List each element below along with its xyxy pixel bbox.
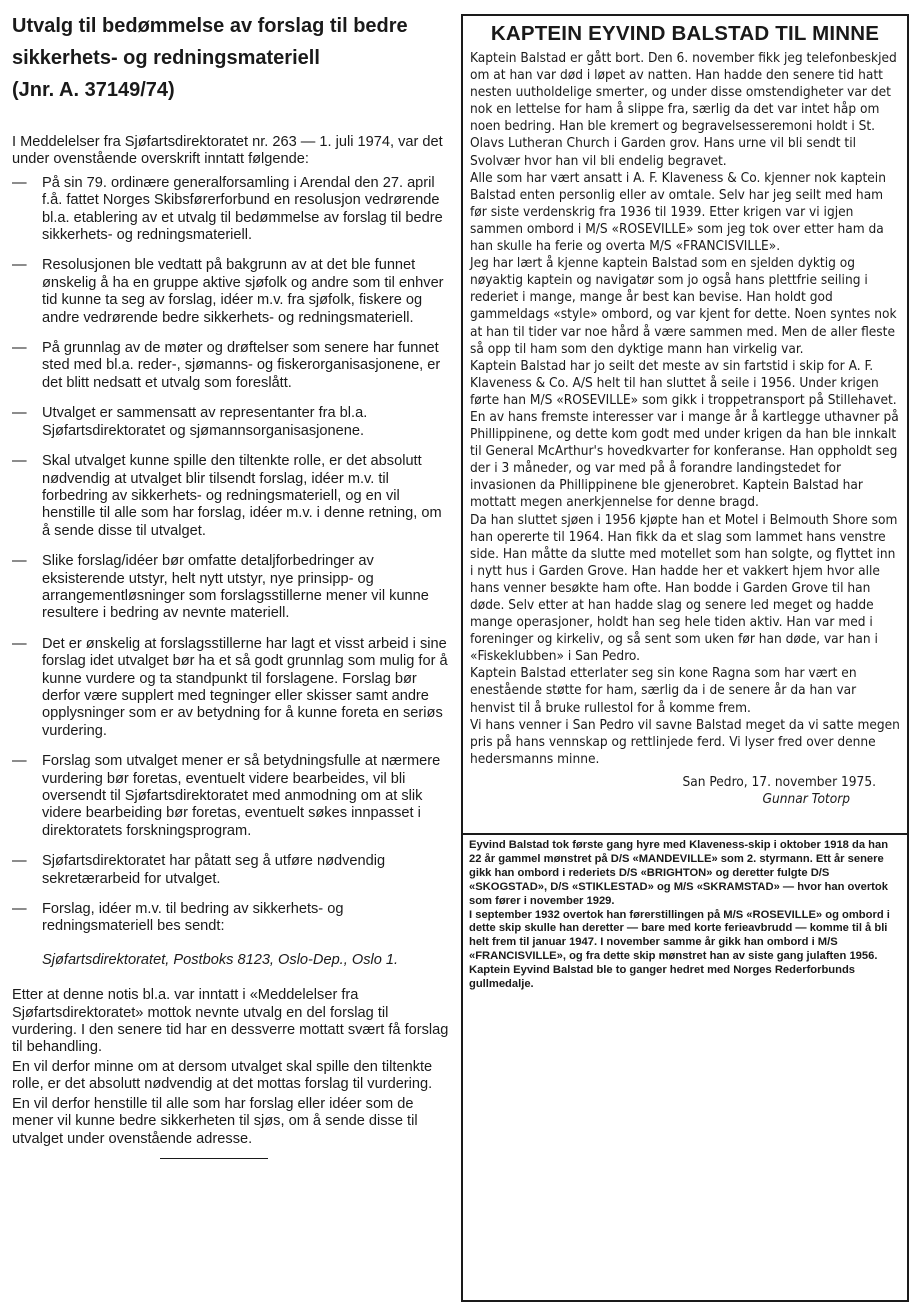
- memorial-paragraph: Vi hans venner i San Pedro vil savne Balstad meget da vi satte megen pris på hans vennskap og rettlinjede ferd. Vi lyser fred over denne hedersmanns minne.: [470, 716, 900, 767]
- signature-author: Gunnar Totorp: [762, 790, 850, 807]
- dash-bullet: —: [12, 340, 27, 357]
- dash-bullet: —: [12, 553, 27, 570]
- memorial-body: [463, 50, 907, 808]
- memorial-paragraph: Alle som har vært ansatt i A. F. Klaveness & Co. kjenner nok kaptein Balstad enten personlig eller av omtale. Selv har jeg seilt med ham før siste verdenskrig fra 1936 til 1939. Etter krigen var vi igjen sammen ombord i M/S «ROSEVILLE» som jeg tok over etter ham da han skulle ha ferie og overta M/S «FRANCISVILLE».: [470, 169, 886, 255]
- list-item: — Forslag, idéer m.v. til bedring av sikkerhets- og redningsmateriell bes sendt:: [12, 901, 344, 935]
- article-title: [12, 10, 450, 106]
- dash-bullet: —: [12, 453, 27, 470]
- biography-box: [461, 833, 909, 1302]
- dash-bullet: —: [12, 257, 27, 274]
- memorial-paragraph: Jeg har lært å kjenne kaptein Balstad som en sjelden dyktig og nøyaktig kaptein og navigatør som jo også hans plettfrie seiling i rederiet i mange, mange år best kan bevise. Han holdt god gammeldags «style» ombord, og var kjent for dette. Noen syntes nok at han til tider var noe hård å være sammen med. Men de aller fleste så opp til ham som den dyktige mann han virkelig var.: [470, 255, 897, 357]
- list-item: — Det er ønskelig at forslagsstillerne har lagt et visst arbeid i sine forslag idet utvalget bør ha et så godt grunnlag som mulig for å kunne vurdere og ta standpunkt til forslagene. Forslag bør derfor være supplert med tegninger eller skisser samt andre opplysninger som er av betydning for å kunne foreta en seriøs vurdering.: [12, 635, 448, 739]
- left-column-article: [12, 10, 450, 1159]
- memorial-paragraph: Kaptein Balstad har jo seilt det meste av sin fartstid i skip for A. F. Klaveness & Co. A/S helt til han sluttet å seile i 1956. Under krigen førte han M/S «ROSEVILLE» som gikk i troppetransport på Stillehavet. En av hans fremste interesser var i mange år å kartlegge uthavner på Phillippinene, og dette kom godt med under krigen da han ble innkalt til General McArthur's hovedkvarter for konferanse. Han oppholdt seg der i 3 måneder, og var med på å forandre landingstedet for invasionen da Phillippinene ble gjenerobret. Kaptein Balstad har mottatt megen anerkjennelse for denne bragd.: [470, 357, 899, 511]
- dash-bullet: —: [12, 405, 27, 422]
- list-item: — På grunnlag av de møter og drøftelser som senere har funnet sted med bl.a. reder-, sjømanns- og fiskerorganisasjonene, er det blitt nedsatt et utvalg som foreslått.: [12, 340, 441, 391]
- memorial-box: [461, 14, 909, 1302]
- dash-bullet: —: [12, 753, 27, 770]
- list-item: — Skal utvalget kunne spille den tiltenkte rolle, er det absolutt nødvendig at utvalget blir tilsendt forslag, idéer m.v. til forbedring av sikkerhets- og redningsmateriell, og en vil henstille til alle som har forslag, idéer m.v. i denne retning, om å sende disse til utvalget.: [12, 453, 442, 539]
- closing-paragraph: En vil derfor minne om at dersom utvalget skal spille den tiltenkte rolle, er det absolutt nødvendig at det mottas forslag til vurdering.: [12, 1058, 433, 1093]
- dash-bullet: —: [12, 174, 27, 191]
- closing-paragraph: En vil derfor henstille til alle som har forslag eller idéer som de mener vil kunne bedre sikkerheten til sjøs, om å sende disse til utvalget under ovenstående adresse.: [12, 1095, 418, 1147]
- biography-paragraph: I september 1932 overtok han førerstillingen på M/S «ROSEVILLE» og ombord i dette skip skulle han deretter — bare med korte ferieavbrudd — komme til å bli helt frem til januar 1947. I november samme år gikk han ombord i M/S «FRANCISVILLE», og fra dette skip mønstret han av siste gang julaften 1956.: [469, 908, 890, 963]
- memorial-title: KAPTEIN EYVIND BALSTAD TIL MINNE: [490, 22, 880, 45]
- memorial-paragraph: Kaptein Balstad etterlater seg sin kone Ragna som har vært en enestående støtte for ham, særlig da i de senere år da han var henvist til å bruke rullestol for å komme frem.: [470, 665, 857, 716]
- postal-address: Sjøfartsdirektoratet, Postboks 8123, Oslo-Dep., Oslo 1.: [42, 951, 399, 968]
- memorial-paragraph: Da han sluttet sjøen i 1956 kjøpte han et Motel i Belmouth Shore som han opererte til 1964. Han fikk da et slag som lammet hans venstre side. Han måtte da slutte med motellet som han solgte, og flyttet inn i nytt hus i Garden Grove. Han hadde her et vakkert hjem hvor alle hans venner besøkte ham ofte. Han bodde i Garden Grove til han døde. Selv etter at han hadde slag og senere led meget og hadde mange operasjoner, holdt han seg hele tiden aktiv. Han var med i foreninger og kirkeliv, og så sent som uken før han døde, var han i «Fiskeklubben» i San Pedro.: [470, 511, 898, 665]
- closing-paragraphs: [12, 987, 450, 1148]
- list-item: — På sin 79. ordinære generalforsamling i Arendal den 27. april f.å. fattet Norges Skibsførerforbund en resolusjon vedrørende bl.a. etablering av et utvalg til bedømmelse av forslag til bedre sikkerhets- og redningsmateriell.: [12, 174, 443, 244]
- article-title-line-2: sikkerhets- og redningsmateriell: [12, 47, 320, 69]
- article-title-line-1: Utvalg til bedømmelse av forslag til bedre: [12, 15, 408, 37]
- journal-number: (Jnr. A. 37149/74): [12, 79, 175, 101]
- list-item: — Forslag som utvalget mener er så betydningsfulle at nærmere vurdering bør foretas, eventuelt videre bearbeides, vil bli oversendt til Sjøfartsdirektoratet med anmodning om at slik videre bearbeiding bør foretas, eventuelt søkes innpasset i direktoratets forskningsprogram.: [12, 753, 441, 839]
- closing-paragraph: Etter at denne notis bl.a. var inntatt i «Meddelelser fra Sjøfartsdirektoratet» mottok nevnte utvalg en del forslag til vurdering. I den senere tid har en dessverre mottatt svært få forslag til behandling.: [12, 987, 449, 1056]
- biography-paragraph: Kaptein Eyvind Balstad ble to ganger hedret med Norges Rederforbunds gullmedalje.: [469, 964, 856, 991]
- memorial-paragraph: Kaptein Balstad er gått bort. Den 6. november fikk jeg telefonbeskjed om at han var død i løpet av natten. Han hadde den senere tid hatt nesten uutholdelige smerter, og under disse omstendigheter var det nok en lettelse for ham å slippe fra, særlig da det var intet håp om noen bedring. Han ble kremert og begravelsesseremoni holdt i St. Olavs Lutheran Church i Garden grov. Hans urne vil bli sendt til Svolvær hvor han vil bli endelig begravet.: [470, 50, 897, 169]
- list-item: — Slike forslag/idéer bør omfatte detaljforbedringer av eksisterende utstyr, helt nytt utstyr, nye prinsipp- og arrangementløsninger som forslagsstillerne mener vil kunne resultere i bedring av nevnte materiell.: [12, 553, 429, 622]
- article-points-list: [12, 175, 450, 936]
- list-item: — Resolusjonen ble vedtatt på bakgrunn av at det ble funnet ønskelig å ha en gruppe aktive sjøfolk og andre som til enhver tid kunne ta seg av forslag, idéer m.v. fra sjøfolk, fiskere og andre vedrørende bedre sikkerhets- og redningsmateriell.: [12, 257, 444, 326]
- biography-paragraph: Eyvind Balstad tok første gang hyre med Klaveness-skip i oktober 1918 da han 22 år gammel mønstret på D/S «MANDEVILLE» som 2. styrmann. Ett år senere gikk han ombord i rederiets D/S «BRIGHTON» og deretter fulgte D/S «SKOGSTAD», D/S «STIKLESTAD» og M/S «SKRAMSTAD» — hvor han overtok som fører i november 1929.: [469, 839, 889, 907]
- dash-bullet: —: [12, 853, 27, 870]
- list-item: — Sjøfartsdirektoratet har påtatt seg å utføre nødvendig sekretærarbeid for utvalget.: [12, 853, 386, 887]
- end-rule: [160, 1158, 268, 1159]
- article-intro: I Meddelelser fra Sjøfartsdirektoratet nr. 263 — 1. juli 1974, var det under ovenstående overskrift inntatt følgende:: [12, 134, 443, 168]
- signature-place-date: San Pedro, 17. november 1975.: [682, 773, 876, 790]
- list-item: — Utvalget er sammensatt av representanter fra bl.a. Sjøfartsdirektoratet og sjømannsorganisasjonene.: [12, 405, 368, 439]
- dash-bullet: —: [12, 635, 27, 652]
- dash-bullet: —: [12, 901, 27, 918]
